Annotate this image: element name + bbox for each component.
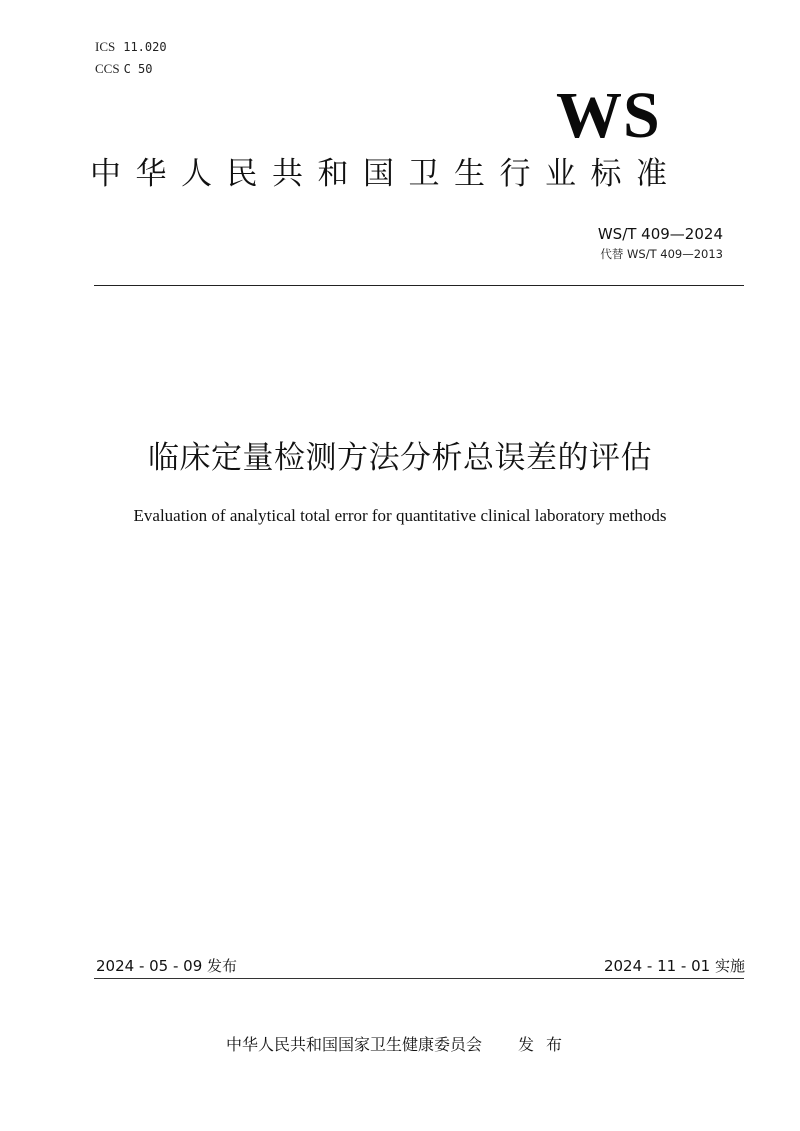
issue-date-label: 发布	[207, 957, 238, 975]
ccs-row	[95, 58, 167, 80]
standard-type-heading: 中华人民共和国卫生行业标准	[90, 156, 682, 192]
document-title-en: Evaluation of analytical total error for quantitative clinical laboratory methods	[133, 506, 667, 525]
ics-row	[95, 36, 167, 58]
ccs-label: CCS	[95, 61, 120, 76]
document-title-cn: 临床定量检测方法分析总误差的评估	[148, 440, 652, 476]
replaces-label: 代替	[600, 247, 624, 261]
standard-number: WS/T 409—2024	[597, 225, 723, 243]
publisher-line	[0, 1033, 800, 1057]
publish-action: 发布	[518, 1035, 575, 1054]
replaces-line	[600, 246, 723, 262]
publisher-name: 中华人民共和国国家卫生健康委员会	[225, 1035, 482, 1054]
header-divider	[94, 285, 744, 286]
ics-label: ICS	[95, 39, 116, 54]
classification-codes	[95, 36, 167, 80]
ics-value: 11.020	[123, 40, 167, 54]
implementation-date-label: 实施	[714, 957, 745, 975]
ws-logo: WS	[556, 79, 661, 152]
replaces-number: WS/T 409—2013	[627, 247, 723, 261]
issue-date-value: 2024 - 05 - 09	[96, 957, 203, 975]
implementation-date	[604, 955, 745, 977]
implementation-date-value: 2024 - 11 - 01	[603, 957, 711, 975]
issue-date	[96, 955, 237, 977]
footer-divider	[94, 978, 744, 979]
ccs-value: C 50	[123, 62, 153, 76]
